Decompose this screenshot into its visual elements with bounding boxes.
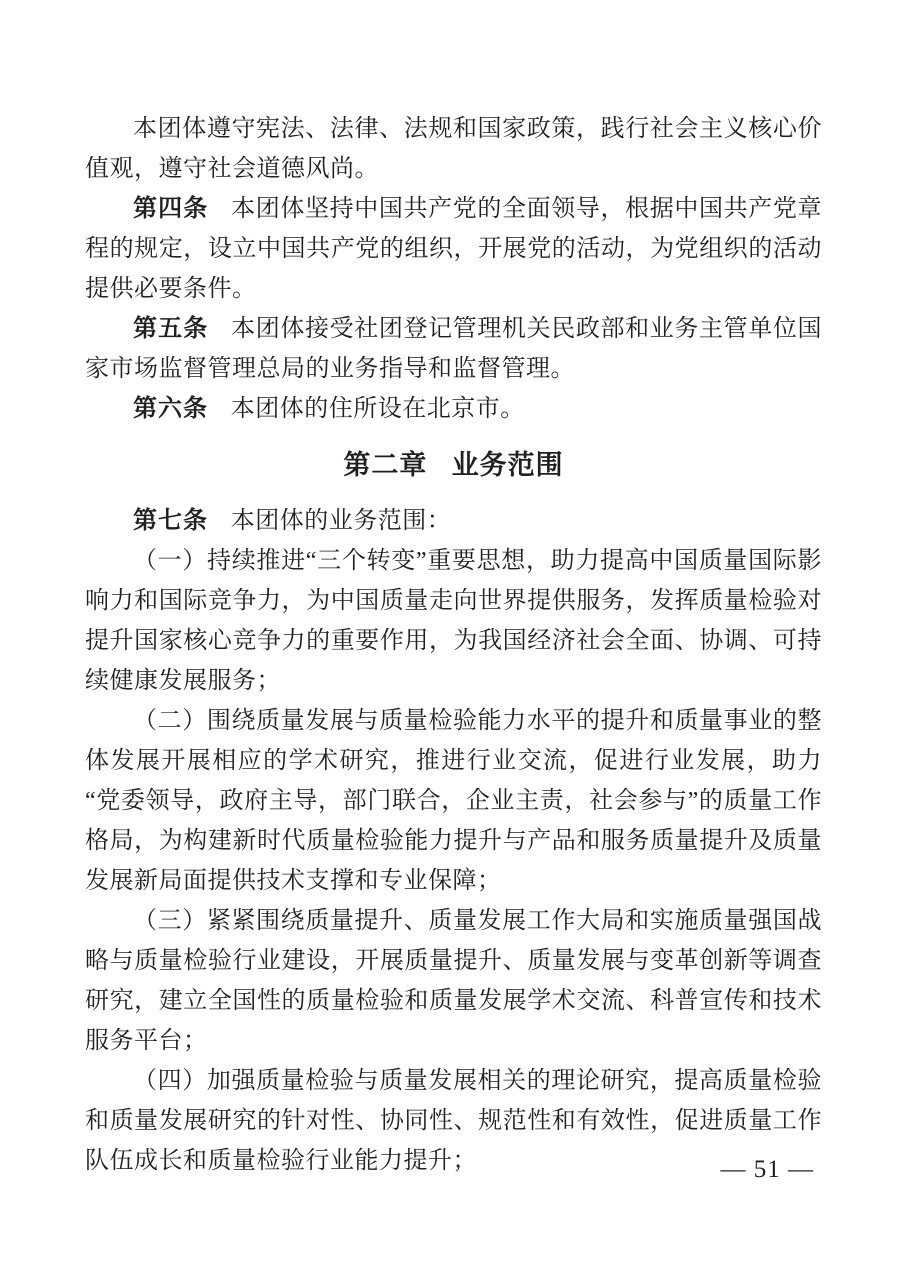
paragraph-preamble <box>85 109 822 189</box>
page-number: — 51 — <box>720 1156 814 1183</box>
article-6-paragraph <box>85 389 822 429</box>
scope-item-3 <box>85 901 822 1061</box>
article-4-paragraph <box>85 189 822 309</box>
scope-item-3-text: （三）紧紧围绕质量提升、质量发展工作大局和实施质量强国战略与质量检验行业建设，开展质量提升、质量发展与变革创新等调查研究，建立全国性的质量检验和质量发展学术交流、科普宣传和技术服务平台； <box>85 908 822 1054</box>
article-7-text: 本团体的业务范围： <box>230 508 452 534</box>
chapter-2-label: 第二章 <box>343 450 428 480</box>
article-7-paragraph <box>85 501 822 541</box>
scope-item-1-text: （一）持续推进“三个转变”重要思想，助力提高中国质量国际影响力和国际竞争力，为中国质量走向世界提供服务，发挥质量检验对提升国家核心竞争力的重要作用，为我国经济社会全面、协调、可持续健康发展服务； <box>85 548 822 694</box>
chapter-2-title: 业务范围 <box>451 450 564 480</box>
scope-item-1 <box>85 541 822 701</box>
page-footer <box>721 1155 815 1185</box>
article-4-label: 第四条 <box>133 195 209 222</box>
chapter-2-heading <box>85 445 822 485</box>
article-5-label: 第五条 <box>133 315 209 342</box>
article-6-label: 第六条 <box>133 395 208 422</box>
scope-item-2 <box>85 701 822 901</box>
article-5-text: 本团体接受社团登记管理机关民政部和业务主管单位国家市场监督管理总局的业务指导和监督管理。 <box>85 316 823 382</box>
scope-item-2-text: （二）围绕质量发展与质量检验能力水平的提升和质量事业的整体发展开展相应的学术研究，推进行业交流，促进行业发展，助力“党委领导，政府主导，部门联合，企业主责，社会参与”的质量工作格局，为构建新时代质量检验能力提升与产品和服务质量提升及质量发展新局面提供技术支撑和专业保障； <box>85 708 822 894</box>
paragraph-text: 本团体遵守宪法、法律、法规和国家政策，践行社会主义核心价值观，遵守社会道德风尚。 <box>85 116 822 182</box>
article-4-text: 本团体坚持中国共产党的全面领导，根据中国共产党章程的规定，设立中国共产党的组织，开展党的活动，为党组织的活动提供必要条件。 <box>85 196 823 302</box>
scope-item-4 <box>85 1061 822 1181</box>
article-6-text: 本团体的住所设在北京市。 <box>230 396 525 422</box>
document-body <box>85 0 822 1181</box>
article-5-paragraph <box>85 309 822 389</box>
article-7-label: 第七条 <box>133 507 208 534</box>
scope-item-4-text: （四）加强质量检验与质量发展相关的理论研究，提高质量检验和质量发展研究的针对性、协同性、规范性和有效性，促进质量工作队伍成长和质量检验行业能力提升； <box>85 1068 822 1174</box>
